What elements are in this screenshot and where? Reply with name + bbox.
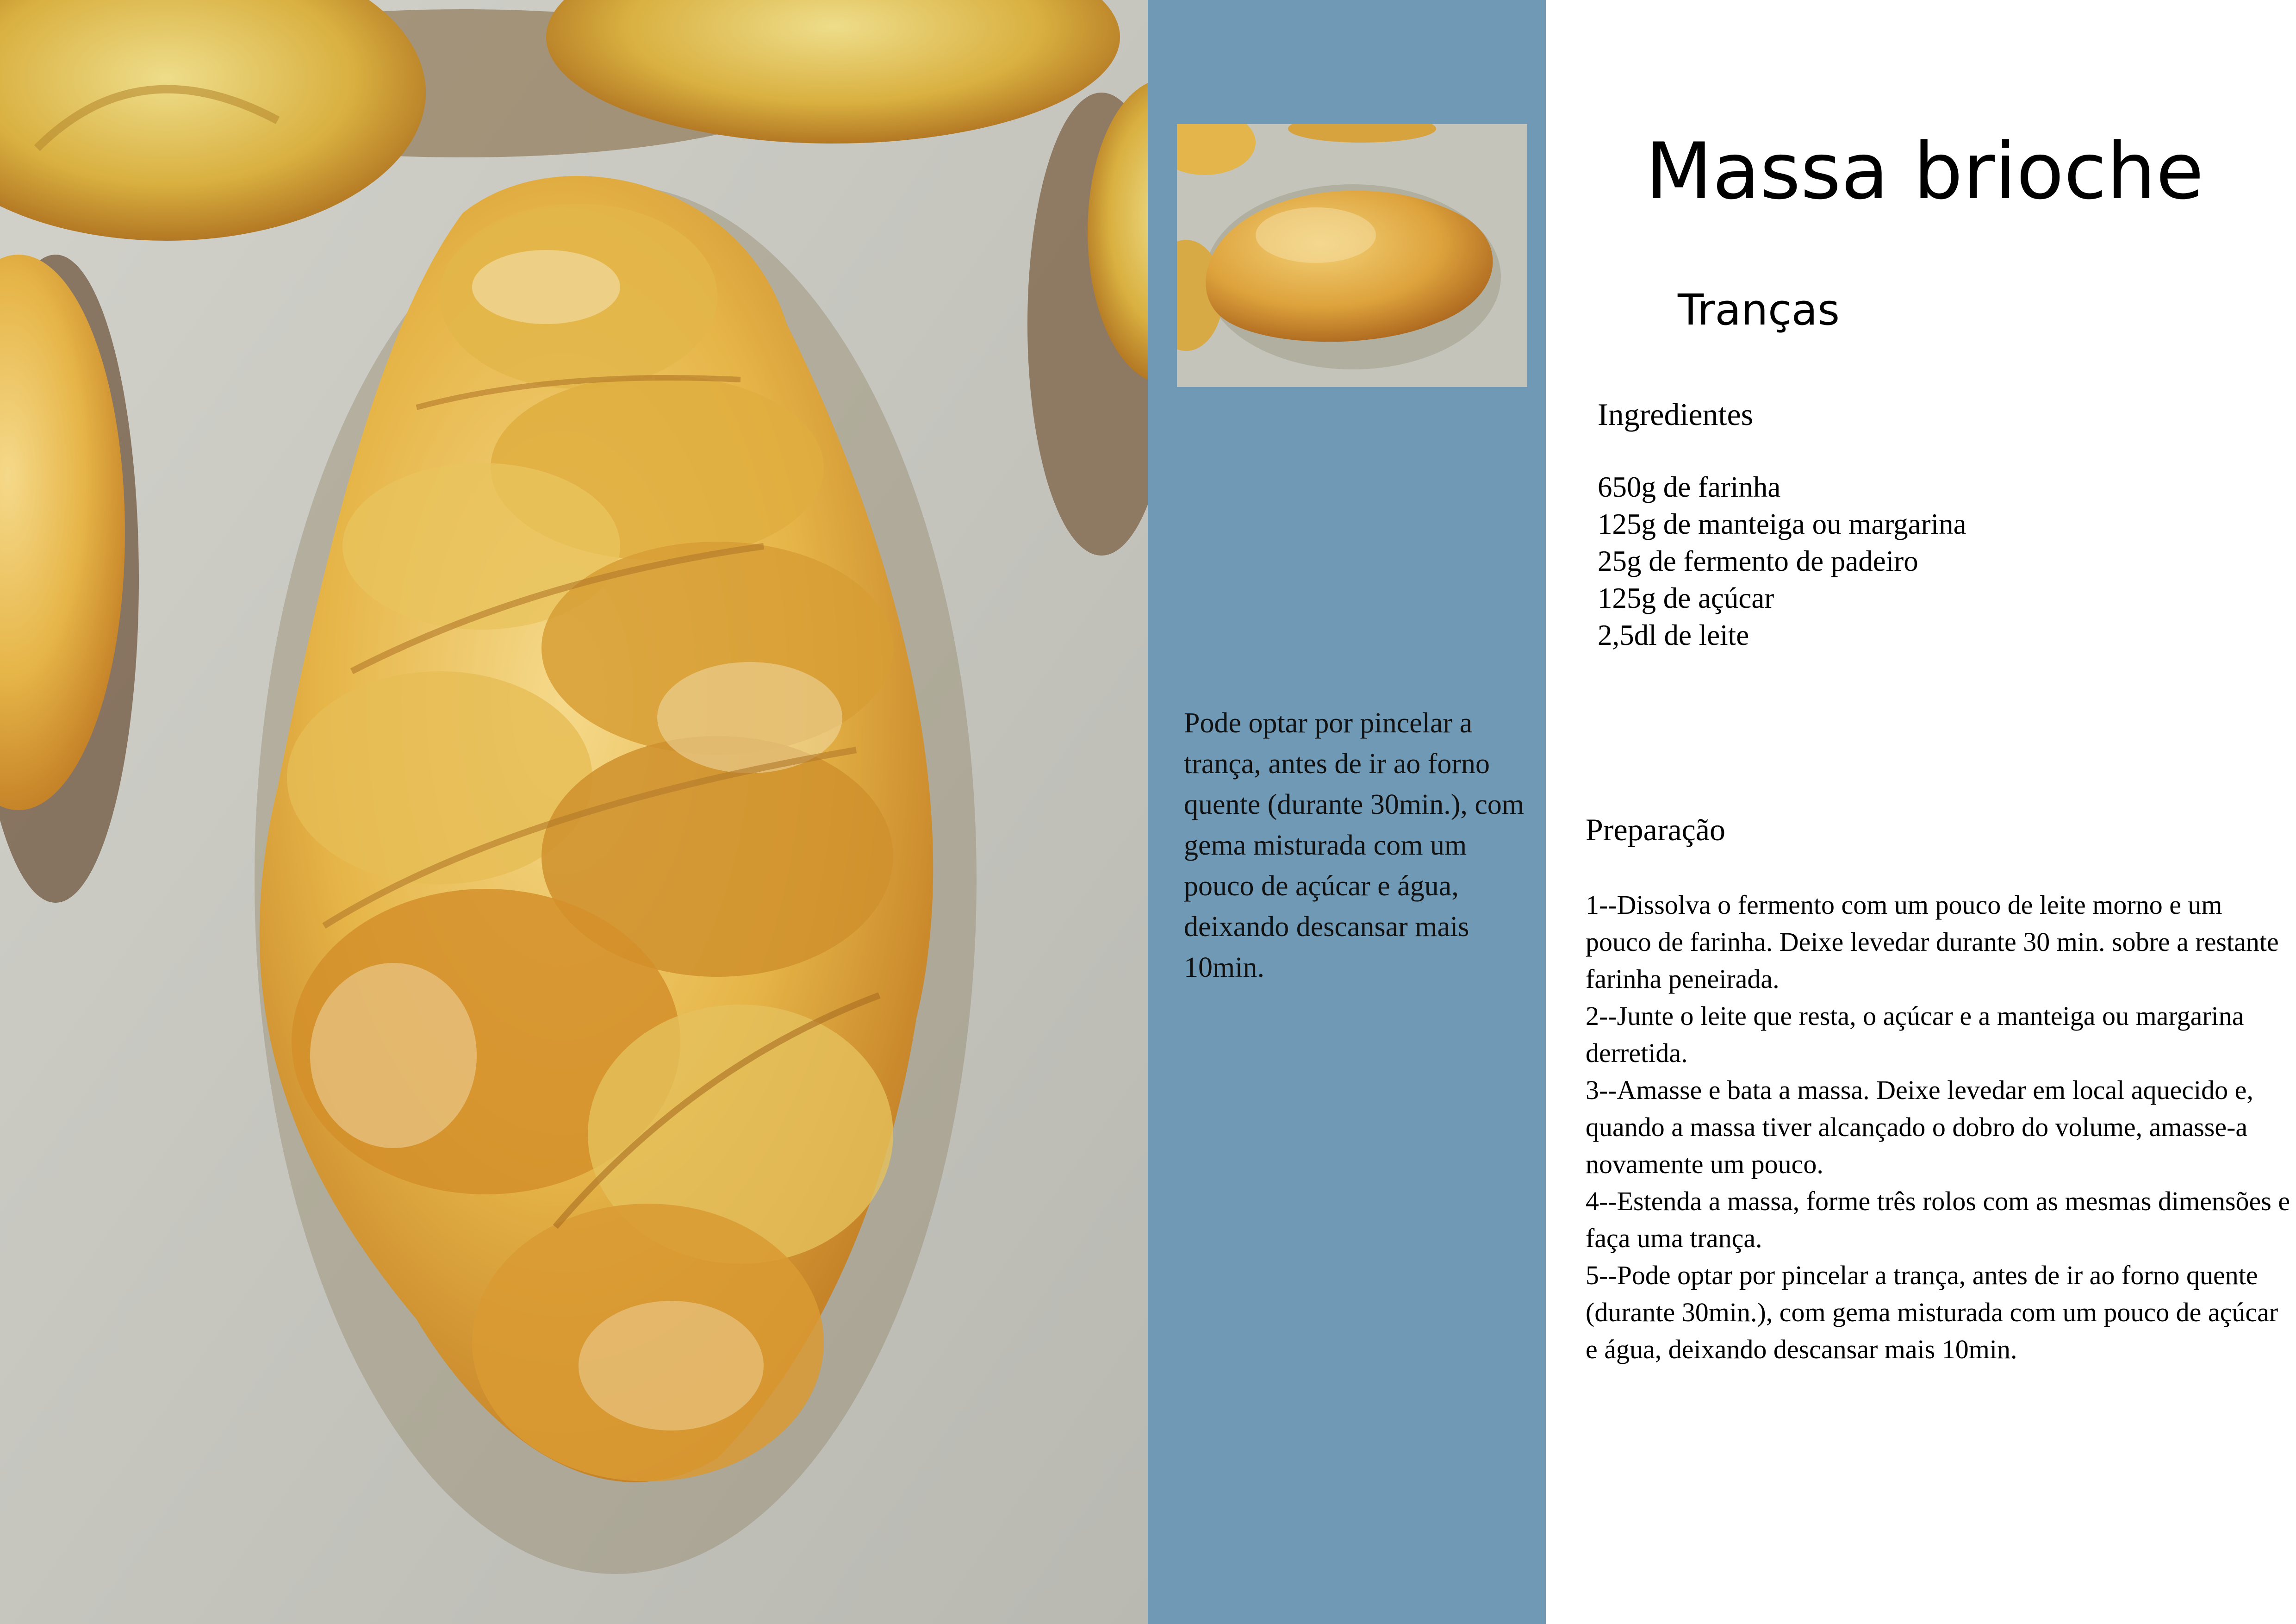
preparation-step: 2--Junte o leite que resta, o açúcar e a manteiga ou margarina derretida.	[1586, 1001, 2244, 1068]
ingredients-list	[1598, 468, 1966, 654]
preparation-step: 5--Pode optar por pincelar a trança, antes de ir ao forno quente (durante 30min.), com gema misturada com um pouco de açúcar e água, deixando descansar mais 10min.	[1586, 1260, 2278, 1364]
brushing-tip-note: Pode optar por pincelar a trança, antes de ir ao forno quente (durante 30min.), com gema misturada com um pouco de açúcar e água, deixando descansar mais 10min.	[1184, 707, 1524, 983]
ingredient-item: 125g de manteiga ou margarina	[1598, 508, 1966, 540]
preparation-step: 1--Dissolva o fermento com um pouco de leite morno e um pouco de farinha. Deixe levedar durante 30 min. sobre a restante farinha peneirada.	[1586, 890, 2279, 994]
ingredient-item: 25g de fermento de padeiro	[1598, 545, 1918, 577]
ingredient-item: 125g de açúcar	[1598, 582, 1774, 614]
brioche-roll-photo	[1177, 124, 1527, 387]
ingredient-item: 650g de farinha	[1598, 471, 1781, 503]
page-title: Massa brioche	[1645, 126, 2204, 217]
page-subtitle: Tranças	[1678, 285, 1840, 335]
preparation-step: 4--Estenda a massa, forme três rolos com as mesmas dimensões e faça uma trança.	[1586, 1186, 2290, 1253]
preparation-step: 3--Amasse e bata a massa. Deixe levedar em local aquecido e, quando a massa tiver alcançado o dobro do volume, amasse-a novamente um pouco.	[1586, 1075, 2253, 1179]
blue-sidebar	[1148, 0, 1546, 1624]
preparation-steps	[1586, 887, 2294, 1368]
ingredients-heading: Ingredientes	[1598, 397, 1754, 432]
preparation-heading: Preparação	[1586, 812, 1726, 847]
ingredient-item: 2,5dl de leite	[1598, 619, 1749, 651]
